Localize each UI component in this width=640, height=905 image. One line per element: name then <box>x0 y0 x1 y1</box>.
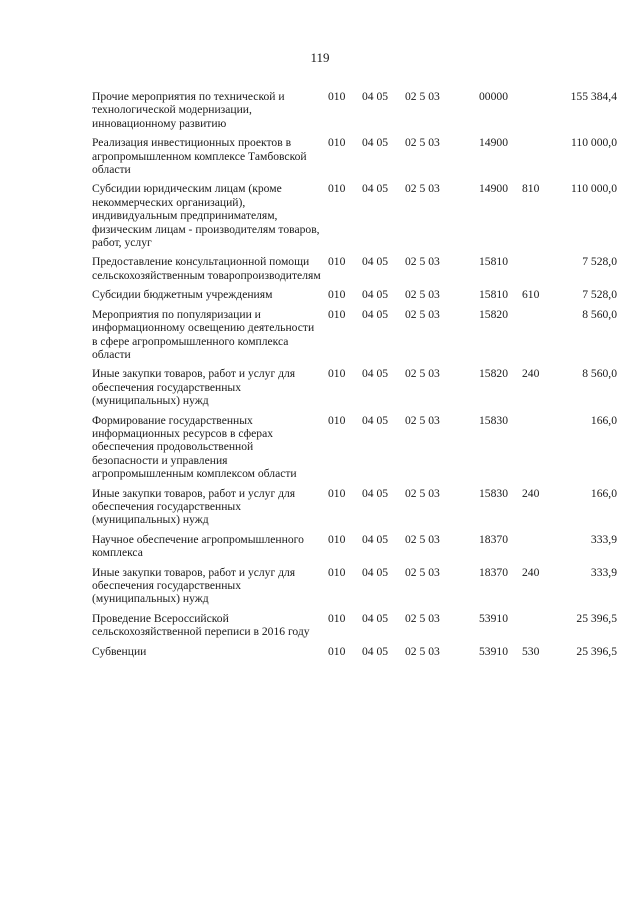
row-section-code: 04 05 <box>362 288 389 302</box>
row-program-code: 02 5 03 <box>405 367 440 381</box>
row-section-code: 04 05 <box>362 182 389 196</box>
table-row <box>92 288 617 301</box>
row-dept-code: 010 <box>328 136 346 150</box>
row-dept-code: 010 <box>328 413 346 427</box>
row-program-code: 02 5 03 <box>405 288 440 302</box>
row-amount: 333,9 <box>590 565 617 579</box>
row-expense-type: 530 <box>522 644 540 658</box>
row-name: Иные закупки товаров, работ и услуг для обеспечения государственных (муниципальных) нужд <box>92 486 296 527</box>
row-dept-code: 010 <box>328 307 346 321</box>
row-expense-type: 240 <box>522 367 540 381</box>
row-section-code: 04 05 <box>362 367 389 381</box>
row-name: Предоставление консультационной помощи сельскохозяйственным товаропроизводителям <box>92 255 321 282</box>
row-program-code: 02 5 03 <box>405 486 440 500</box>
page-number: 119 <box>310 50 330 65</box>
row-article-code: 15820 <box>479 367 508 381</box>
row-expense-type: 240 <box>522 565 540 579</box>
row-program-code: 02 5 03 <box>405 90 440 103</box>
table-row <box>92 566 617 606</box>
row-article-code: 18370 <box>479 565 508 579</box>
row-expense-type: 810 <box>522 182 540 196</box>
table-row <box>92 487 617 527</box>
row-name: Субсидии юридическим лицам (кроме некоммерческих организаций), индивидуальным предпринимателям, физическим лицам - производителям товаров, работ, услуг <box>92 182 320 250</box>
row-amount: 155 384,4 <box>570 90 617 103</box>
row-program-code: 02 5 03 <box>405 644 440 658</box>
row-article-code: 53910 <box>479 611 508 625</box>
row-expense-type: 610 <box>522 288 540 302</box>
row-name: Проведение Всероссийской сельскохозяйственной переписи в 2016 году <box>92 611 310 639</box>
row-dept-code: 010 <box>328 182 346 196</box>
row-article-code: 15810 <box>479 255 508 269</box>
row-program-code: 02 5 03 <box>405 136 440 150</box>
row-section-code: 04 05 <box>362 611 389 625</box>
row-amount: 166,0 <box>590 486 617 500</box>
row-amount: 8 560,0 <box>582 307 617 321</box>
row-name: Формирование государственных информационных ресурсов в сферах обеспечения продовольственной безопасности и управления агропромышленным комплексом области <box>92 413 297 481</box>
table-row <box>92 612 617 639</box>
row-expense-type: 240 <box>522 486 540 500</box>
row-article-code: 15810 <box>479 288 508 302</box>
row-dept-code: 010 <box>328 565 346 579</box>
row-dept-code: 010 <box>328 486 346 500</box>
row-dept-code: 010 <box>328 367 346 381</box>
row-name: Прочие мероприятия по технической и технологической модернизации, инновационному развитию <box>92 90 285 130</box>
row-section-code: 04 05 <box>362 486 389 500</box>
table-row <box>92 367 617 407</box>
row-article-code: 15830 <box>479 486 508 500</box>
row-section-code: 04 05 <box>362 90 389 103</box>
row-article-code: 18370 <box>479 532 508 546</box>
row-program-code: 02 5 03 <box>405 255 440 269</box>
table-row <box>92 182 617 249</box>
row-article-code: 15830 <box>479 413 508 427</box>
table-row <box>92 414 617 481</box>
table-row <box>92 90 617 130</box>
row-article-code: 14900 <box>479 136 508 150</box>
budget-table <box>92 90 617 664</box>
row-amount: 7 528,0 <box>582 288 617 302</box>
row-article-code: 15820 <box>479 307 508 321</box>
table-row <box>92 308 617 362</box>
row-program-code: 02 5 03 <box>405 565 440 579</box>
row-program-code: 02 5 03 <box>405 532 440 546</box>
row-section-code: 04 05 <box>362 136 389 150</box>
table-row <box>92 533 617 560</box>
table-row <box>92 255 617 282</box>
row-section-code: 04 05 <box>362 307 389 321</box>
table-row <box>92 645 617 658</box>
row-program-code: 02 5 03 <box>405 307 440 321</box>
row-section-code: 04 05 <box>362 255 389 269</box>
row-amount: 25 396,5 <box>576 644 617 658</box>
row-section-code: 04 05 <box>362 532 389 546</box>
row-amount: 166,0 <box>590 413 617 427</box>
row-dept-code: 010 <box>328 644 346 658</box>
row-program-code: 02 5 03 <box>405 611 440 625</box>
row-amount: 333,9 <box>590 532 617 546</box>
row-program-code: 02 5 03 <box>405 182 440 196</box>
row-amount: 8 560,0 <box>582 367 617 381</box>
row-section-code: 04 05 <box>362 565 389 579</box>
row-dept-code: 010 <box>328 288 346 302</box>
row-name: Иные закупки товаров, работ и услуг для обеспечения государственных (муниципальных) нужд <box>92 367 296 408</box>
row-name: Реализация инвестиционных проектов в агропромышленном комплексе Тамбовской области <box>92 136 307 177</box>
row-amount: 25 396,5 <box>576 611 617 625</box>
row-dept-code: 010 <box>328 255 346 269</box>
row-amount: 7 528,0 <box>582 255 617 269</box>
row-article-code: 53910 <box>479 644 508 658</box>
row-name: Научное обеспечение агропромышленного комплекса <box>92 532 304 560</box>
row-name: Субсидии бюджетным учреждениям <box>92 288 273 302</box>
table-row <box>92 136 617 176</box>
row-name: Субвенции <box>92 644 147 658</box>
row-dept-code: 010 <box>328 532 346 546</box>
row-article-code: 00000 <box>479 90 508 103</box>
row-dept-code: 010 <box>328 611 346 625</box>
row-section-code: 04 05 <box>362 413 389 427</box>
row-name: Иные закупки товаров, работ и услуг для обеспечения государственных (муниципальных) нужд <box>92 565 296 606</box>
row-name: Мероприятия по популяризации и информационному освещению деятельности в сфере агропромышленного комплекса области <box>92 307 315 361</box>
row-amount: 110 000,0 <box>571 136 617 150</box>
row-dept-code: 010 <box>328 90 346 103</box>
row-program-code: 02 5 03 <box>405 413 440 427</box>
row-article-code: 14900 <box>479 182 508 196</box>
row-section-code: 04 05 <box>362 644 389 658</box>
row-amount: 110 000,0 <box>571 182 617 196</box>
